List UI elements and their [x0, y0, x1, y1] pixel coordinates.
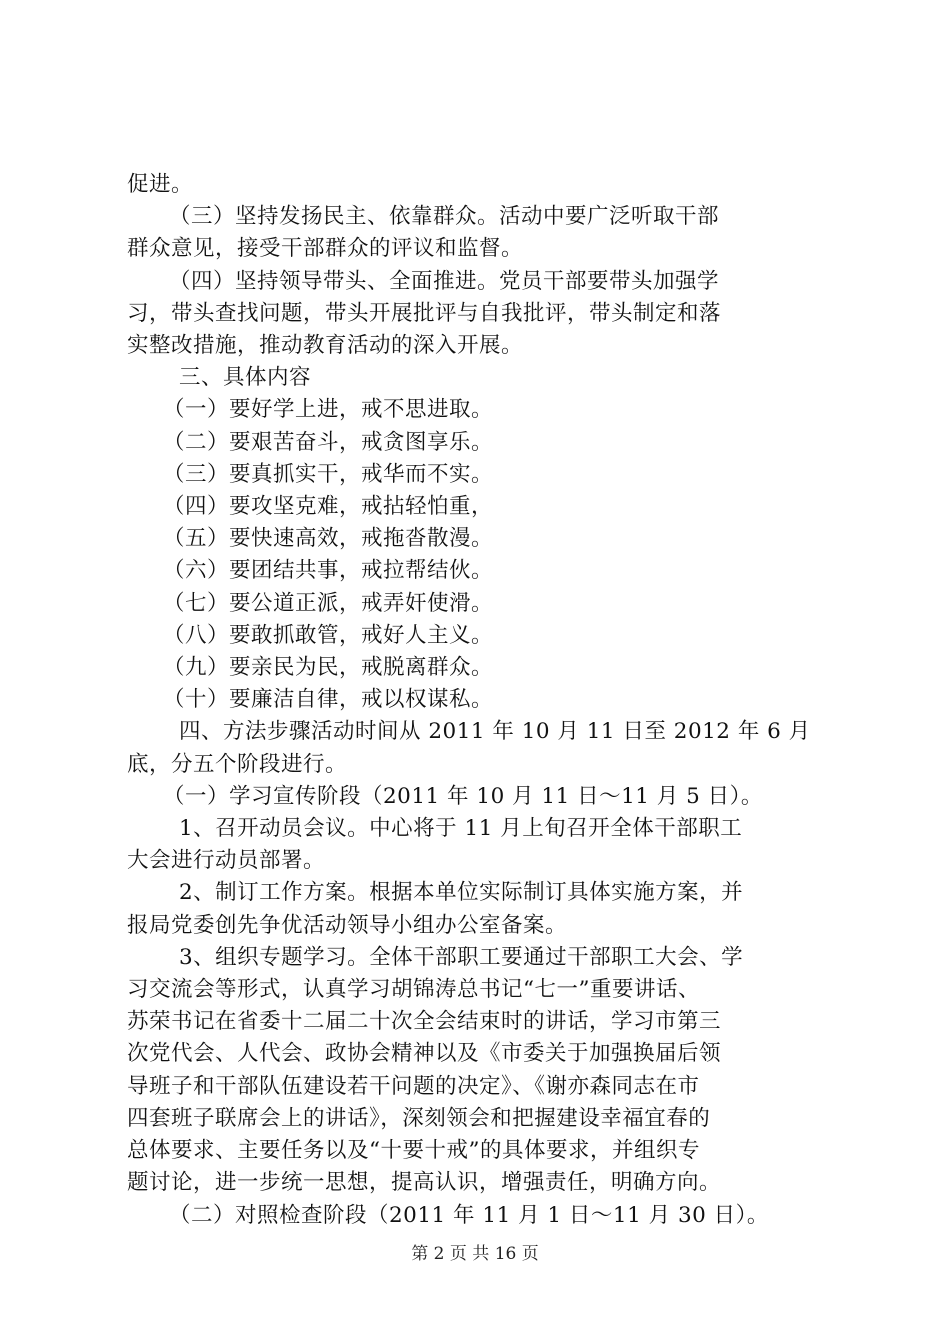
body-text-line: 促进。	[127, 172, 194, 197]
body-text-line: （二）要艰苦奋斗，戒贪图享乐。	[163, 429, 494, 455]
body-text-line: 次党代会、人代会、政协会精神以及《市委关于加强换届后领	[127, 1041, 722, 1067]
body-text-line: （六）要团结共事，戒拉帮结伙。	[163, 558, 494, 584]
body-text-line: 1、召开动员会议。中心将于 11 月上旬召开全体干部职工	[179, 816, 743, 842]
body-text-line: （一）要好学上进，戒不思进取。	[163, 397, 494, 423]
body-text-line: （三）要真抓实干，戒华而不实。	[163, 461, 494, 487]
body-text-line: （七）要公道正派，戒弄奸使滑。	[163, 590, 494, 616]
body-text-line: （十）要廉洁自律，戒以权谋私。	[163, 687, 494, 713]
body-text-line: 3、组织专题学习。全体干部职工要通过干部职工大会、学	[179, 944, 744, 970]
body-text-line: （四）要攻坚克难，戒拈轻怕重，	[163, 494, 494, 520]
page-footer: 第 2 页 共 16 页	[411, 1244, 539, 1264]
body-text-line: 实整改措施，推动教育活动的深入开展。	[127, 333, 524, 359]
body-text-line: （三）坚持发扬民主、依靠群众。活动中要广泛听取干部	[169, 204, 720, 230]
body-text-line: 习交流会等形式，认真学习胡锦涛总书记“七一”重要讲话、	[127, 977, 700, 1003]
body-text-line: （一）学习宣传阶段（2011 年 10 月 11 日～11 月 5 日）。	[163, 783, 763, 809]
body-text-line: 习，带头查找问题，带头开展批评与自我批评，带头制定和落	[127, 300, 722, 326]
body-text-line: 底，分五个阶段进行。	[127, 751, 348, 777]
body-text-line: 题讨论，进一步统一思想，提高认识，增强责任，明确方向。	[127, 1170, 722, 1196]
body-text-line: （五）要快速高效，戒拖沓散漫。	[163, 526, 494, 552]
body-text-line: 总体要求、主要任务以及“十要十戒”的具体要求，并组织专	[127, 1138, 700, 1164]
body-text-line: （二）对照检查阶段（2011 年 11 月 1 日～11 月 30 日）。	[169, 1202, 769, 1228]
body-text-line: （四）坚持领导带头、全面推进。党员干部要带头加强学	[169, 268, 720, 294]
body-text-line: 四套班子联席会上的讲话》，深刻领会和把握建设幸福宜春的	[127, 1105, 711, 1131]
body-text-line: 苏荣书记在省委十二届二十次全会结束时的讲话，学习市第三	[127, 1009, 722, 1035]
body-text-line: 报局党委创先争优活动领导小组办公室备案。	[127, 912, 568, 938]
body-text-line: 四、方法步骤活动时间从 2011 年 10 月 11 日至 2012 年 6 月	[179, 719, 811, 745]
body-text-line: 2、制订工作方案。根据本单位实际制订具体实施方案，并	[179, 880, 744, 906]
body-text-line: （九）要亲民为民，戒脱离群众。	[163, 655, 494, 681]
body-text-line: 导班子和干部队伍建设若干问题的决定》、《谢亦森同志在市	[127, 1073, 700, 1099]
body-text-line: 大会进行动员部署。	[127, 848, 326, 874]
body-text-line: 群众意见，接受干部群众的评议和监督。	[127, 236, 524, 262]
document-body	[127, 169, 833, 1232]
body-text-line: （八）要敢抓敢管，戒好人主义。	[163, 622, 494, 648]
body-text-line: 三、具体内容	[179, 365, 312, 391]
